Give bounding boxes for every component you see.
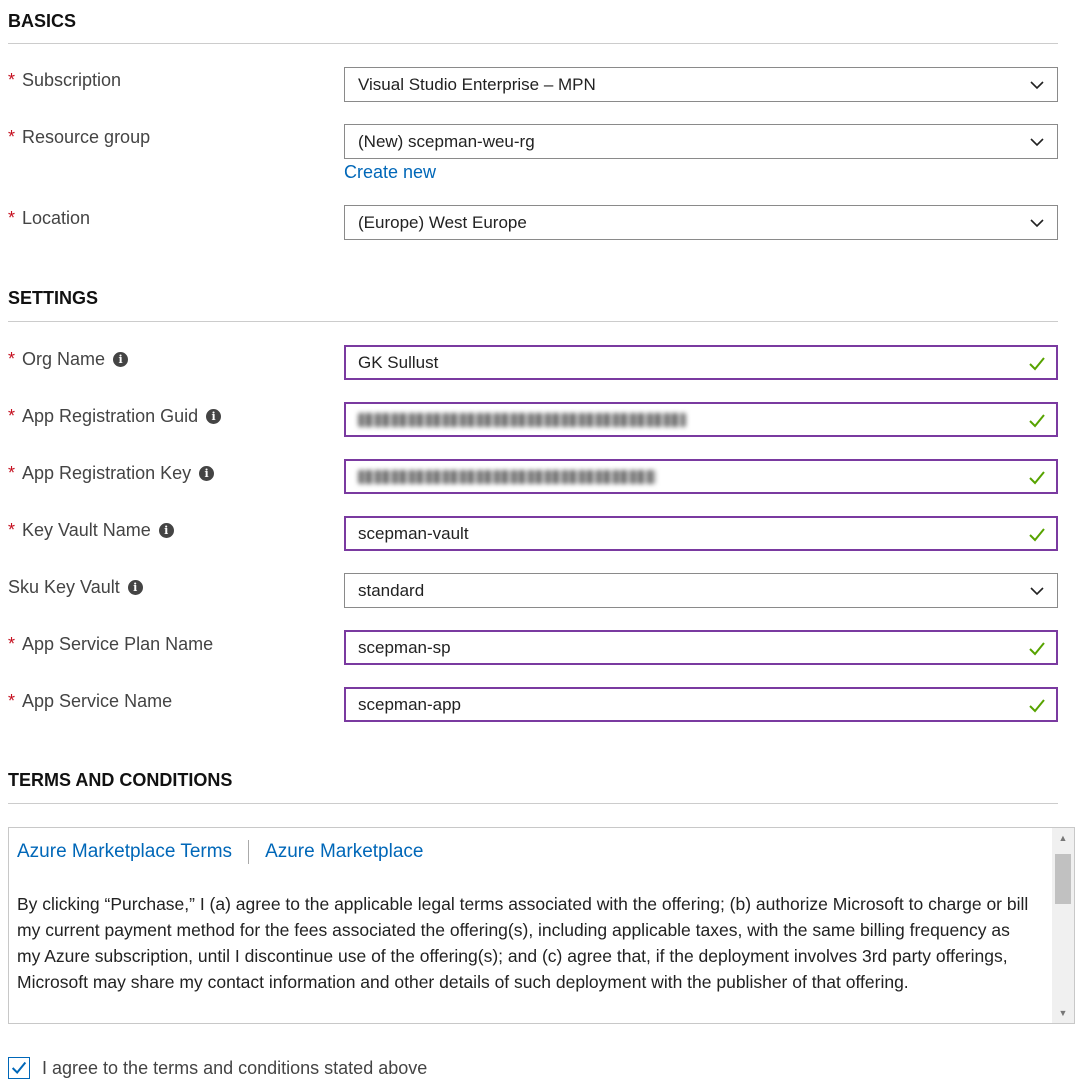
resource-group-value: (New) scepman-weu-rg — [358, 131, 535, 151]
subscription-value: Visual Studio Enterprise – MPN — [358, 74, 596, 94]
settings-heading: SETTINGS — [8, 288, 99, 308]
info-icon[interactable]: i — [206, 409, 221, 424]
subscription-label — [8, 70, 121, 91]
key-vault-name-label-text: Key Vault Name — [22, 520, 151, 540]
app-reg-key-label — [8, 463, 214, 484]
app-reg-guid-label-text: App Registration Guid — [22, 406, 199, 426]
scroll-thumb[interactable] — [1055, 854, 1071, 904]
app-reg-guid-label — [8, 406, 221, 427]
key-vault-name-value: scepman-vault — [358, 523, 469, 543]
checkmark-icon — [1028, 412, 1046, 430]
required-asterisk: * — [8, 127, 16, 147]
org-name-input[interactable] — [344, 345, 1058, 380]
create-new-link[interactable]: Create new — [344, 162, 437, 182]
chevron-down-icon — [1029, 77, 1045, 93]
org-name-label-text: Org Name — [22, 349, 106, 369]
required-asterisk: * — [8, 520, 16, 540]
app-service-name-value: scepman-app — [358, 694, 462, 714]
azure-marketplace-link[interactable]: Azure Marketplace — [265, 841, 424, 862]
sku-key-vault-dropdown[interactable] — [344, 573, 1058, 608]
terms-links — [17, 840, 423, 864]
azure-marketplace-terms-link[interactable]: Azure Marketplace Terms — [17, 841, 233, 862]
app-service-plan-input[interactable] — [344, 630, 1058, 665]
required-asterisk: * — [8, 349, 16, 369]
app-service-name-input[interactable] — [344, 687, 1058, 722]
key-vault-name-label — [8, 520, 174, 541]
required-asterisk: * — [8, 634, 16, 654]
agree-label: I agree to the terms and conditions stated above — [42, 1057, 428, 1078]
chevron-down-icon — [1029, 215, 1045, 231]
sku-key-vault-value: standard — [358, 580, 425, 600]
app-service-plan-label-text: App Service Plan Name — [22, 634, 214, 654]
scroll-down-arrow-icon[interactable]: ▼ — [1058, 1008, 1068, 1018]
checkmark-icon — [1028, 469, 1046, 487]
app-service-name-label — [8, 691, 172, 712]
info-icon[interactable]: i — [113, 352, 128, 367]
info-icon[interactable]: i — [199, 466, 214, 481]
key-vault-name-input[interactable] — [344, 516, 1058, 551]
agree-row[interactable] — [8, 1057, 427, 1079]
agree-checkbox[interactable] — [8, 1057, 30, 1079]
terms-heading: TERMS AND CONDITIONS — [8, 770, 233, 790]
scroll-up-arrow-icon[interactable]: ▲ — [1058, 833, 1068, 843]
app-reg-key-label-text: App Registration Key — [22, 463, 192, 483]
basics-heading: BASICS — [8, 11, 77, 31]
sku-key-vault-label — [8, 577, 143, 598]
org-name-label — [8, 349, 128, 370]
location-value: (Europe) West Europe — [358, 212, 527, 232]
required-asterisk: * — [8, 463, 16, 483]
sku-key-vault-label-text: Sku Key Vault — [8, 577, 120, 597]
app-service-plan-label — [8, 634, 213, 655]
app-service-plan-value: scepman-sp — [358, 637, 451, 657]
checkmark-icon — [1028, 697, 1046, 715]
checkmark-icon — [9, 1058, 29, 1078]
org-name-value: GK Sullust — [358, 352, 439, 372]
subscription-dropdown[interactable] — [344, 67, 1058, 102]
required-asterisk: * — [8, 691, 16, 711]
settings-divider — [8, 321, 1058, 322]
checkmark-icon — [1028, 526, 1046, 544]
chevron-down-icon — [1029, 134, 1045, 150]
required-asterisk: * — [8, 208, 16, 228]
app-reg-key-input[interactable] — [344, 459, 1058, 494]
basics-divider — [8, 43, 1058, 44]
location-label-text: Location — [22, 208, 91, 228]
app-service-name-label-text: App Service Name — [22, 691, 173, 711]
checkmark-icon — [1028, 640, 1046, 658]
redacted-value — [358, 413, 686, 427]
resource-group-dropdown[interactable] — [344, 124, 1058, 159]
required-asterisk: * — [8, 70, 16, 90]
terms-box — [8, 827, 1075, 1024]
checkmark-icon — [1028, 355, 1046, 373]
subscription-label-text: Subscription — [22, 70, 122, 90]
resource-group-label — [8, 127, 150, 148]
terms-scrollbar[interactable] — [1052, 828, 1074, 1023]
info-icon[interactable]: i — [159, 523, 174, 538]
terms-divider — [8, 803, 1058, 804]
required-asterisk: * — [8, 406, 16, 426]
info-icon[interactable]: i — [128, 580, 143, 595]
location-dropdown[interactable] — [344, 205, 1058, 240]
location-label — [8, 208, 90, 229]
app-reg-guid-input[interactable] — [344, 402, 1058, 437]
chevron-down-icon — [1029, 583, 1045, 599]
redacted-value — [358, 470, 656, 484]
resource-group-label-text: Resource group — [22, 127, 151, 147]
terms-text: By clicking “Purchase,” I (a) agree to the applicable legal terms associated with the offering; (b) authorize Microsoft to charge or bill my current payment method for the fees associated the offering(s), including applicable taxes, with the same billing frequency as my Azure subscription, until I discontinue use of the offering(s); and (c) agree that, if the deployment involves 3rd party offerings, Microsoft may share my contact information and other details of such deployment with the publisher of that offering. — [17, 894, 1029, 992]
link-separator — [248, 840, 249, 864]
